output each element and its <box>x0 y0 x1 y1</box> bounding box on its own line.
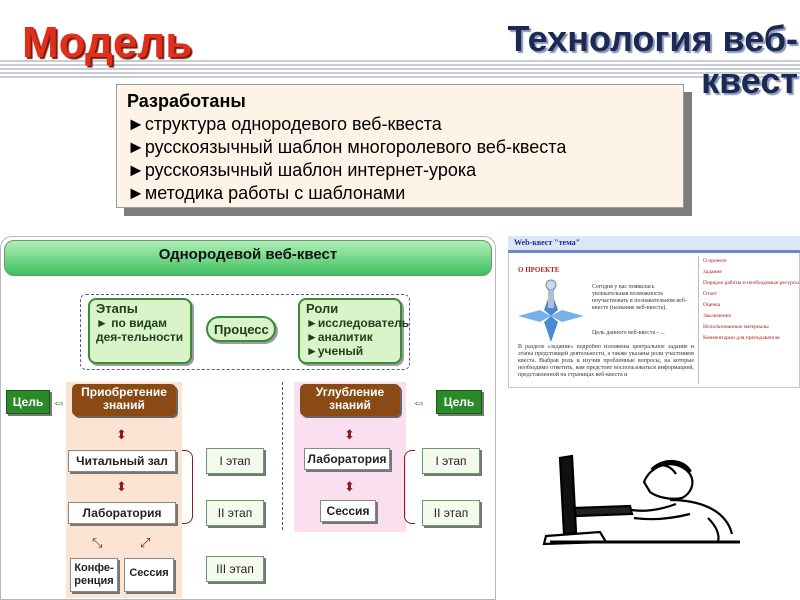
double-arrow-icon: ⇔ <box>412 394 426 410</box>
stages-box <box>88 298 192 364</box>
web-goal-text: Цель данного веб-квеста - ... <box>592 330 665 336</box>
web-menu-item[interactable]: Отчет <box>703 291 717 297</box>
developed-item: ►структура однородевого веб-квеста <box>127 114 442 134</box>
vertical-arrow-icon: ⬍ <box>116 427 127 442</box>
stage-3-box-left: III этап <box>206 556 264 582</box>
web-menu-item[interactable]: О проекте <box>703 258 727 264</box>
deepen-knowledge-header: Углубление знаний <box>300 384 400 416</box>
conference-box: Конфе-ренция <box>70 558 118 592</box>
laboratory-box-right: Лаборатория <box>304 448 390 470</box>
column-divider <box>282 382 283 530</box>
web-side-menu <box>698 256 799 384</box>
web-page-title: Web-квест "тема" <box>514 238 581 247</box>
developed-item: ►методика работы с шаблонами <box>127 183 406 203</box>
stages-line: ► по видам дея-тельности <box>96 316 184 344</box>
web-intro-text: Сегодня у вас появилась увлекательная возможность поучаствовать в познавательном веб-квесте (название веб-квеста). <box>592 284 687 311</box>
diagonal-arrow-icon: ⤡ <box>92 535 103 550</box>
stage-1-box-left: I этап <box>206 448 264 474</box>
stages-title: Этапы <box>96 301 138 316</box>
vertical-arrow-icon: ⬍ <box>116 479 127 494</box>
web-body-text: В разделе «задание» подробно изложены центральное задание и этапы предстоящей деятельности, а также указаны роли участников квеста. Выбрав роль и изучив проблемные вопросы, на которые необходимо ответить, вам предстоит воспользоваться информацией, представленной на страницах веб-квеста и <box>518 344 694 378</box>
reading-room-box: Читальный зал <box>68 450 176 472</box>
goal-box-left: Цель <box>6 390 50 414</box>
vertical-arrow-icon: ⬍ <box>344 479 355 494</box>
web-menu-item[interactable]: Порядок работы и необходимые ресурсы <box>703 280 799 286</box>
acquire-knowledge-header: Приобретение знаний <box>72 384 176 416</box>
roles-box <box>298 298 410 364</box>
slide-title-technology: Технология веб-квест <box>507 18 798 101</box>
right-brace <box>404 450 415 524</box>
developed-item: ►русскоязычный шаблон многоролевого веб-квеста <box>127 137 567 157</box>
goal-box-right: Цель <box>436 390 482 414</box>
roles-item: ►ученый <box>306 344 364 358</box>
diagram-title: Однородевой веб-квест <box>158 246 338 263</box>
web-menu-item[interactable]: Задание <box>703 269 722 275</box>
web-page-rule <box>508 250 800 253</box>
vertical-arrow-icon: ⬍ <box>344 427 355 442</box>
web-menu-item[interactable]: Заключение <box>703 313 732 319</box>
left-brace <box>182 450 193 524</box>
web-menu-item[interactable]: Комментарии для преподавателя <box>703 335 780 341</box>
double-arrow-icon: ⇔ <box>52 394 66 410</box>
person-at-computer-clipart <box>540 448 750 548</box>
developed-box <box>116 84 684 208</box>
slide-title-model: Модель <box>22 18 193 67</box>
stage-1-box-right: I этап <box>422 448 480 474</box>
laboratory-box: Лаборатория <box>68 502 176 524</box>
roles-title: Роли <box>306 301 339 316</box>
roles-item: ►аналитик <box>306 330 373 344</box>
session-box-left: Сессия <box>124 558 174 592</box>
compass-figure-icon <box>514 276 588 346</box>
web-menu-item[interactable]: Использованные материалы <box>703 324 769 330</box>
roles-item: ►исследователь <box>306 316 410 330</box>
developed-item: ►русскоязычный шаблон интернет-урока <box>127 160 477 180</box>
session-box-right: Сессия <box>320 500 376 522</box>
stage-2-box-left: II этап <box>206 500 264 526</box>
stage-2-box-right: II этап <box>422 500 480 526</box>
process-box: Процесс <box>206 316 276 342</box>
web-menu-item[interactable]: Оценка <box>703 302 721 308</box>
web-section-title: О ПРОЕКТЕ <box>518 266 560 274</box>
diagonal-arrow-icon: ⤢ <box>140 535 151 550</box>
developed-heading: Разработаны <box>127 91 246 111</box>
